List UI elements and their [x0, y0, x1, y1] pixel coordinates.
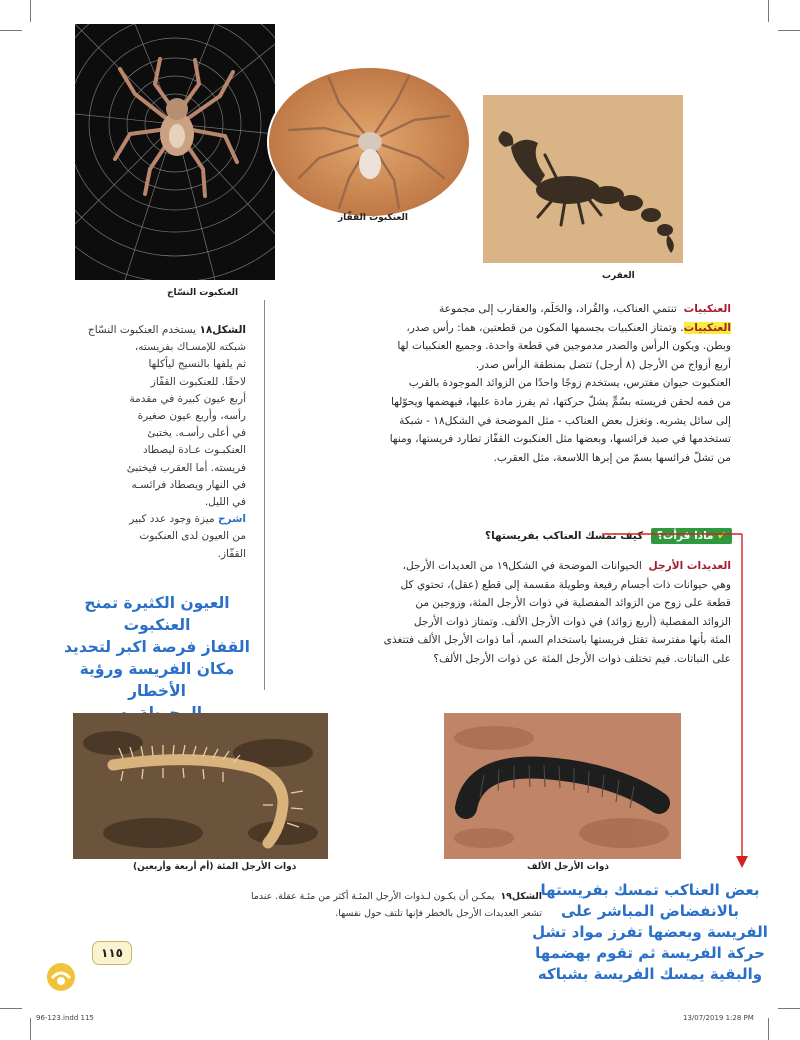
crop-mark — [778, 1008, 800, 1009]
figure-18-label: الشكل١٨ — [199, 324, 246, 336]
figure-18-line: أربع عيون كبيرة في مقدمة — [129, 392, 246, 405]
paragraph-line: من فمه لحقن فريسته بسُمٍّ يشلّ حركتها، ثم يفرز مادة عليها، فيهضمها ويحوّلها — [391, 395, 731, 408]
millipede-illustration — [444, 713, 681, 859]
paragraph-line: من تشلّ فرائسها بسمّ من إبرها اللاسعة، مثل العقرب. — [493, 451, 731, 464]
note-line: الفريسة وبعضها تفرز مواد تشل — [532, 923, 768, 941]
column-divider — [264, 300, 265, 690]
paragraph-line: على النباتات. فيم تختلف ذوات الأرجل المئة عن ذوات الأرجل الألف؟ — [433, 652, 731, 665]
paragraph-line: تنتمي العناكب، والقُراد، والحَلَم، والعقارب إلى مجموعة — [438, 303, 677, 315]
paragraph-line: العنكبوت حيوان مفترس، يستخدم زوجًا واحدًا من الزوائد الموجودة بالقرب — [408, 377, 731, 390]
paragraph-line: قطعة على زوج من الزوائد المفصلية في ذوات الأرجل المئة، وزوجين من — [415, 597, 731, 610]
crop-mark — [768, 0, 769, 22]
paragraph-line: أربع أزواج من الأرجل (٨ أرجل) تتصل بمنطقة الرأس صدر. — [475, 358, 731, 371]
jumping-spider-photo — [267, 66, 471, 218]
page-number: ١١٥ — [92, 941, 132, 965]
note-line: مكان الفريسة ورؤية الأخطار — [79, 660, 235, 700]
check-mark-icon: ✔ — [717, 530, 726, 542]
publisher-logo-icon — [44, 962, 78, 992]
jumping-spider-caption: العنكبوت القفّاز — [338, 213, 408, 223]
figure-19-caption — [230, 888, 542, 922]
note-line: حركة الفريسة ثم تقوم بهضمها — [535, 944, 765, 962]
centipede-photo — [73, 713, 328, 859]
note-line: القفاز فرصة اكبر لتحديد — [64, 638, 250, 656]
eyes-answer-note — [52, 592, 262, 724]
arachnids-term: العنكبيات — [683, 303, 731, 315]
arachnids-paragraph: العنكبيات تنتمي العناكب، والقُراد، والحَلَم، والعقارب إلى مجموعة العنكبيات. وتمتاز العنكبيات بجسمها المكون من قطعتين، هما: رأس صدر، وبطن. ويكون الرأس والصدر مدموجين في قطعة واحدة. وجميع العنكبيات لها أربع أزواج من الأرجل (٨ أرجل) تتصل بمنطقة الرأس صدر. العنكبوت حيوان مفترس، يستخدم زوجًا واحدًا من الزوائد الموجودة بالقرب من فمه لحقن فريسته بسُمٍّ يشلّ حركتها، ثم يفرز مادة عليها، فيهضمها ويحوّلها إلى سائل يشربه. وتغزل بعض العناكب - مثل الموضحة في الشكل١٨ - شبكة تستخدمها في صيد فرائسها، وبعضها مثل العنكبوت القفّاز تطارد فريستها، ومنها من تشلّ فرائسها بسمّ من إبرها اللاسعة، مثل العقرب. — [276, 300, 731, 467]
crop-mark — [0, 30, 22, 31]
file-slug: 96-123.indd 115 — [36, 1014, 94, 1022]
figure-18-line: فريسته. أما العقرب فيختبئ — [126, 461, 246, 474]
figure-18-line: رأسه، وأربع عيون صغيرة — [137, 410, 246, 423]
figure-18-line: ثم يلفها بالنسيج ليأكلها — [148, 358, 246, 371]
weaver-spider-caption: العنكبوت النسّاج — [167, 288, 239, 298]
paragraph-line: المئة بأنها مفترسة تقتل فريستها باستخدام السم، أما ذوات الأرجل الألف فتتغذى — [383, 634, 731, 647]
figure-18-line: لاحقًا. للعنكبوت القفّاز — [150, 375, 246, 388]
figure-18-line: يستخدم العنكبوت النسّاج — [87, 324, 197, 336]
centipede-caption: ذوات الأرجل المئة (أم أربعة وأربعين) — [133, 862, 297, 872]
centipede-illustration — [73, 713, 328, 859]
figure-18-line: في الليل. — [204, 496, 246, 509]
note-line: والبقية يمسك الفريسة بشباكه — [537, 965, 763, 983]
explain-line: من العيون لدى العنكبوت — [139, 530, 246, 543]
note-line: بالانفضاض المباشر على — [560, 902, 740, 920]
figure-18-side-text — [70, 322, 246, 563]
reading-check-question: كيف تمسك العناكب بفريستها؟ — [484, 530, 644, 542]
arachnids-term-highlighted: العنكبيات — [683, 321, 731, 334]
weaver-spider-photo — [75, 24, 275, 280]
crop-mark — [768, 1018, 769, 1040]
figure-18-line: في أعلى رأسـه. يختبئ — [147, 427, 246, 440]
millipede-photo — [444, 713, 681, 859]
figure-18-line: العنكبـوت عـادة ليصطاد — [142, 444, 246, 457]
millipede-caption: ذوات الأرجل الألف — [527, 862, 609, 872]
paragraph-line: وتمتاز العنكبيات بجسمها المكون من قطعتين، هما: رأس صدر، — [406, 321, 677, 334]
paragraph-line: تستخدمها في صيد فرائسها، وبعضها مثل العنكبوت القفّاز تطارد فريستها، ومنها — [389, 433, 731, 446]
scorpion-photo — [483, 95, 683, 263]
scorpion-caption: العقرب — [602, 271, 635, 281]
date-slug: 13/07/2019 1:28 PM — [683, 1014, 754, 1022]
spiders-answer-note — [525, 880, 775, 985]
myriapods-term: العديدات الأرجل — [648, 560, 731, 572]
scorpion-illustration — [483, 95, 683, 263]
reading-check-badge-label: ماذا قرأت؟ — [656, 530, 714, 542]
figure-18-line: في النهار ويصطاد فرائسـه — [131, 478, 246, 491]
spider-web-illustration — [75, 24, 275, 280]
figure-19-label: الشكل١٩ — [500, 891, 542, 902]
crop-mark — [778, 30, 800, 31]
explain-line: القفّاز. — [217, 547, 246, 560]
caption-line: تشعر العديدات الأرجل بالخطر فإنها تلتف حول نفسها. — [335, 908, 542, 919]
note-line: العيون الكثيرة تمنح العنكبوت — [84, 594, 230, 634]
crop-mark — [30, 1018, 31, 1040]
figure-18-line: شبكته للإمسـاك بفريسته، — [134, 341, 246, 354]
crop-mark — [0, 1008, 22, 1009]
jumping-spider-illustration — [269, 68, 469, 216]
explain-label: اشرح — [217, 513, 246, 526]
note-line: بعض العناكب تمسك بفريستها — [540, 881, 760, 899]
paragraph-line: الزوائد المفصلية (أربع زوائد) في ذوات الأرجل الألف. وتمتاز ذوات الأرجل — [413, 615, 731, 628]
paragraph-line: الحيوانات الموضحة في الشكل١٩ من العديدات الأرجل، — [402, 560, 642, 572]
crop-mark — [30, 0, 31, 22]
paragraph-line: وهي حيوانات ذات أجسام رفيعة وطويلة مقسمة إلى قطع (عقل)، تحتوي كل — [400, 578, 731, 591]
paragraph-line: إلى سائل يشربه. وتغزل بعض العناكب - مثل الموضحة في الشكل١٨ - شبكة — [399, 414, 731, 427]
explain-line: ميزة وجود عدد كبير — [129, 513, 215, 526]
paragraph-line: وبطن. ويكون الرأس والصدر مدموجين في قطعة واحدة. وجميع العنكبيات لها — [397, 340, 731, 353]
caption-line: يمكـن أن يكـون لـذوات الأرجل المئـة أكثر من مئـة عقلة. عندما — [250, 891, 495, 902]
